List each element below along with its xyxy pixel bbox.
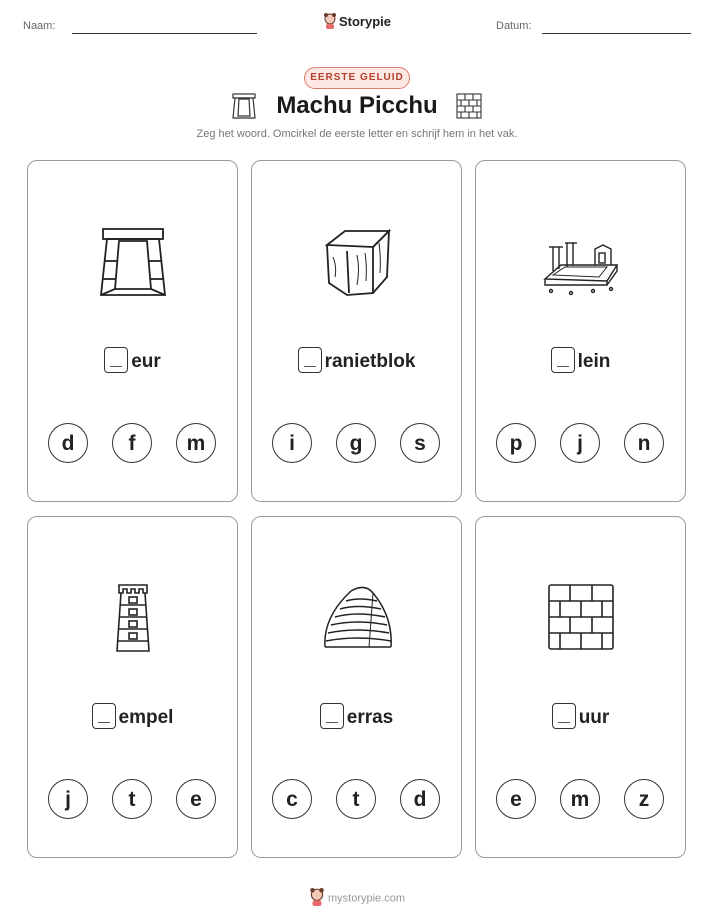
answer-box[interactable] <box>551 347 575 373</box>
granite-block-icon <box>317 221 397 301</box>
card-terraces <box>251 516 462 858</box>
word-prompt: lein <box>476 349 685 375</box>
letter-option[interactable]: j <box>48 779 88 819</box>
word-prompt: empel <box>28 705 237 731</box>
letter-option[interactable]: t <box>336 779 376 819</box>
gate-icon <box>93 221 173 301</box>
letter-option[interactable]: d <box>48 423 88 463</box>
letter-option[interactable]: g <box>336 423 376 463</box>
letter-option[interactable]: p <box>496 423 536 463</box>
letter-option[interactable]: e <box>176 779 216 819</box>
stone-wall-icon <box>541 577 621 657</box>
letter-option[interactable]: j <box>560 423 600 463</box>
instructions: Zeg het woord. Omcirkel de eerste letter en schrijf hem in het vak. <box>196 128 518 140</box>
letter-option[interactable]: c <box>272 779 312 819</box>
word-prompt: uur <box>476 705 685 731</box>
brand-name: Storypie <box>338 13 391 29</box>
letter-option[interactable]: i <box>272 423 312 463</box>
date-label: Datum: <box>496 20 532 32</box>
answer-box[interactable] <box>320 703 344 729</box>
storypie-logo-icon <box>309 888 325 909</box>
word-prompt: erras <box>252 705 461 731</box>
terraces-icon <box>317 577 397 657</box>
answer-box[interactable] <box>298 347 322 373</box>
storypie-logo-icon <box>323 13 337 32</box>
word-prompt: ranietblok <box>252 349 461 375</box>
category-badge: EERSTE GELUID <box>304 67 410 89</box>
answer-box[interactable] <box>552 703 576 729</box>
letter-option[interactable]: e <box>496 779 536 819</box>
footer <box>0 888 714 909</box>
ruins-plaza-icon <box>541 221 621 301</box>
letter-option[interactable]: m <box>176 423 216 463</box>
card-gate <box>27 160 238 502</box>
footer-link[interactable]: mystorypie.com <box>327 892 406 905</box>
letter-option[interactable]: f <box>112 423 152 463</box>
page-title: Machu Picchu <box>276 92 438 119</box>
temple-tower-icon <box>93 577 173 657</box>
letter-option[interactable]: z <box>624 779 664 819</box>
card-temple-tower <box>27 516 238 858</box>
letter-option[interactable]: m <box>560 779 600 819</box>
answer-box[interactable] <box>104 347 128 373</box>
name-label: Naam: <box>23 20 56 32</box>
name-line[interactable] <box>72 33 257 34</box>
letter-option[interactable]: d <box>400 779 440 819</box>
word-prompt: eur <box>28 349 237 375</box>
letter-option[interactable]: s <box>400 423 440 463</box>
card-stone-wall <box>475 516 686 858</box>
stone-wall-icon <box>455 92 483 125</box>
brand-logo <box>0 13 714 32</box>
answer-box[interactable] <box>92 703 116 729</box>
letter-option[interactable]: n <box>624 423 664 463</box>
card-granite-block <box>251 160 462 502</box>
date-line[interactable] <box>542 33 691 34</box>
letter-option[interactable]: t <box>112 779 152 819</box>
card-ruins-plaza <box>475 160 686 502</box>
